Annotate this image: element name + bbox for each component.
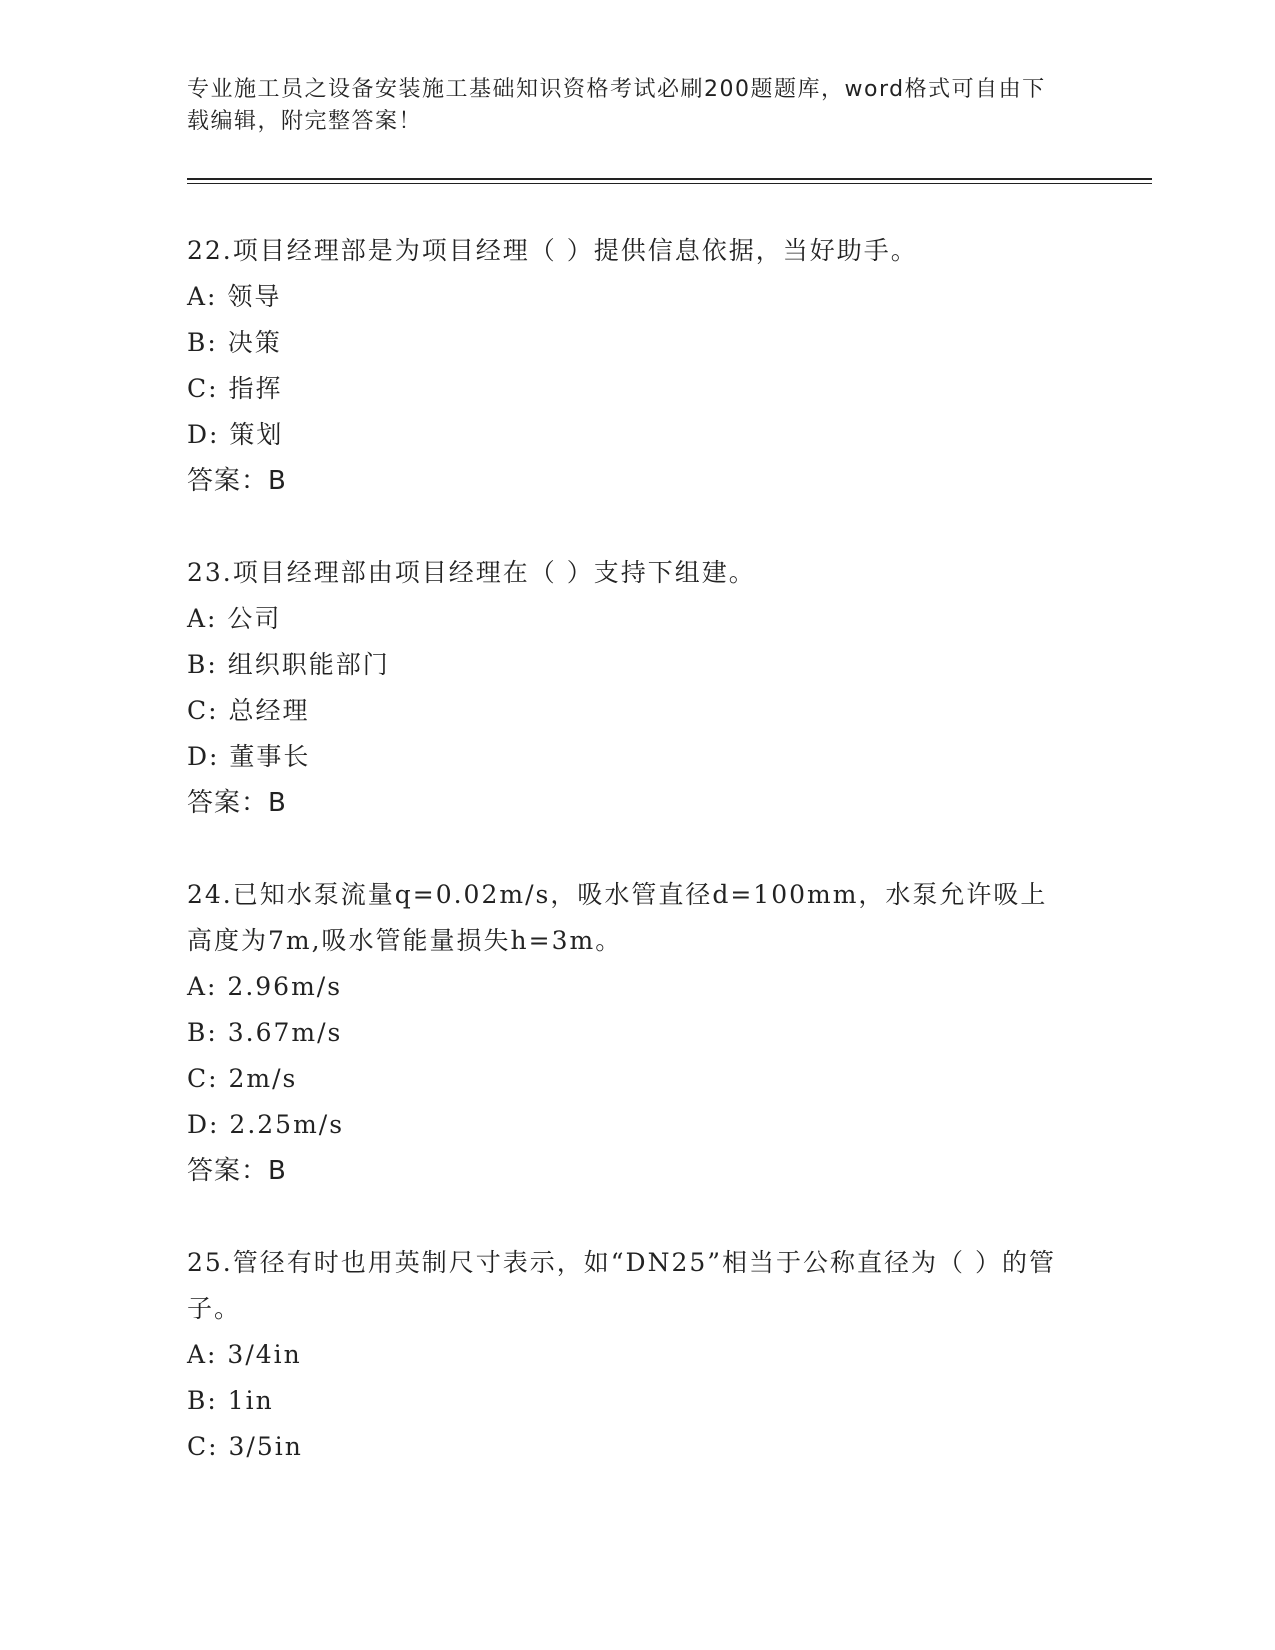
question-23 xyxy=(187,550,1067,826)
option-b: B: 决策 xyxy=(187,328,282,357)
header-rule-thin xyxy=(187,183,1152,184)
question-stem: 24.已知水泵流量q=0.02m/s，吸水管直径d=100mm，水泵允许吸上高度为7m,吸水管能量损失h=3m。 xyxy=(187,880,1048,955)
question-25 xyxy=(187,1240,1067,1470)
option-d: D: 2.25m/s xyxy=(187,1110,345,1139)
answer: 答案：B xyxy=(187,1156,287,1186)
option-a: A: 2.96m/s xyxy=(187,972,343,1001)
question-stem: 23.项目经理部由项目经理在（ ）支持下组建。 xyxy=(187,558,756,587)
answer: 答案：B xyxy=(187,466,287,496)
question-24 xyxy=(187,872,1067,1194)
option-c: C: 3/5in xyxy=(187,1432,303,1461)
answer: 答案：B xyxy=(187,788,287,818)
option-a: A: 3/4in xyxy=(187,1340,302,1369)
option-b: B: 3.67m/s xyxy=(187,1018,343,1047)
option-c: C: 2m/s xyxy=(187,1064,298,1093)
option-b: B: 1in xyxy=(187,1386,274,1415)
option-b: B: 组织职能部门 xyxy=(187,650,390,679)
header-rule-thick xyxy=(187,178,1152,180)
document-header: 专业施工员之设备安装施工基础知识资格考试必刷200题题库，word格式可自由下载编辑，附完整答案！ xyxy=(187,77,1046,134)
question-stem: 22.项目经理部是为项目经理（ ）提供信息依据，当好助手。 xyxy=(187,236,918,265)
option-d: D: 策划 xyxy=(187,420,284,449)
question-22 xyxy=(187,228,1067,504)
option-c: C: 指挥 xyxy=(187,374,283,403)
option-a: A: 领导 xyxy=(187,282,282,311)
option-c: C: 总经理 xyxy=(187,696,310,725)
question-stem: 25.管径有时也用英制尺寸表示，如“DN25”相当于公称直径为（ ）的管子。 xyxy=(187,1248,1056,1323)
option-a: A: 公司 xyxy=(187,604,282,633)
option-d: D: 董事长 xyxy=(187,742,311,771)
